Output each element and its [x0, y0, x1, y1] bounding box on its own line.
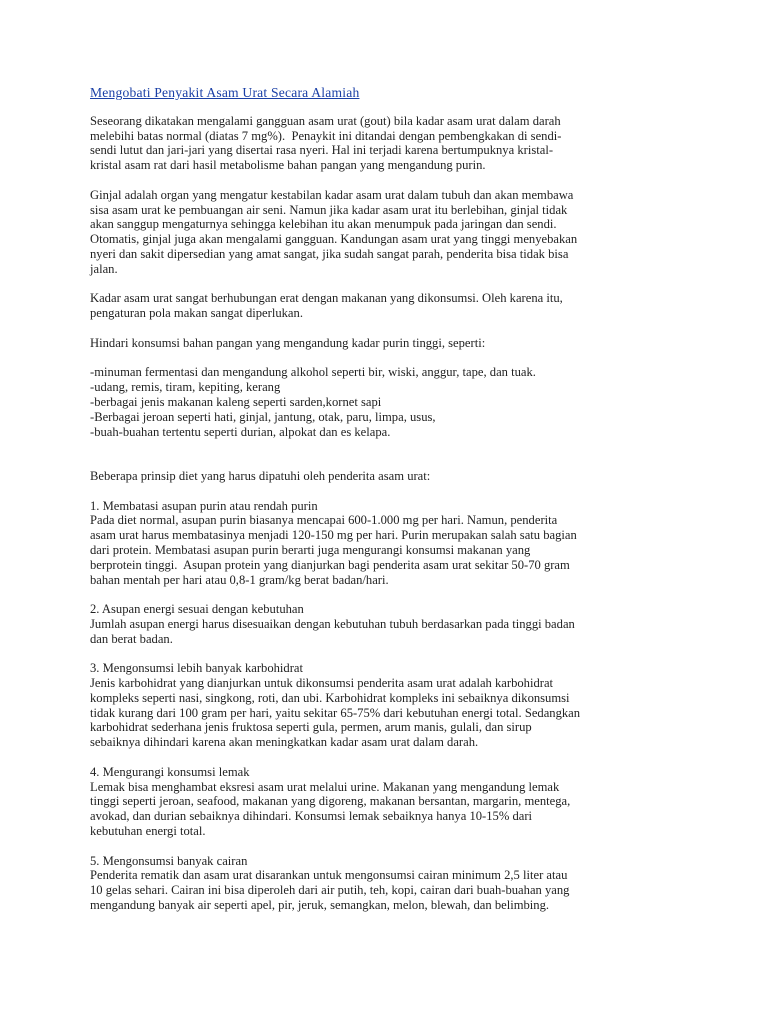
- text-line: Otomatis, ginjal juga akan mengalami gangguan. Kandungan asam urat yang tinggi menyebakan: [90, 232, 578, 247]
- list-item: -buah-buahan tertentu seperti durian, alpokat dan es kelapa.: [90, 424, 391, 439]
- list-item: -udang, remis, tiram, kepiting, kerang: [90, 380, 281, 395]
- text-line: kristal asam rat dari hasil metabolisme bahan pangan yang mengandung purin.: [90, 158, 486, 173]
- text-line: akan sanggup mengaturnya sehingga kelebihan itu akan menumpuk pada jaringan dan sendi.: [90, 217, 557, 232]
- text-line: Jumlah asupan energi harus disesuaikan dengan kebutuhan tubuh berdasarkan pada tinggi badan: [90, 616, 575, 631]
- text-line: Beberapa prinsip diet yang harus dipatuhi oleh penderita asam urat:: [90, 468, 431, 483]
- text-line: kompleks seperti nasi, singkong, roti, dan ubi. Karbohidrat kompleks ini sebaiknya dikonsumsi: [90, 690, 570, 705]
- document-title[interactable]: Mengobati Penyakit Asam Urat Secara Alamiah: [90, 85, 360, 100]
- text-line: tidak kurang dari 100 gram per hari, yaitu sekitar 65-75% dari kebutuhan energi total. Sedangkan: [90, 705, 581, 720]
- avoid-food-list: [90, 365, 690, 439]
- text-line: Ginjal adalah organ yang mengatur kestabilan kadar asam urat dalam tubuh dan akan membawa: [90, 187, 574, 202]
- text-line: karbohidrat sederhana jenis fruktosa seperti gula, permen, arum manis, gulali, dan sirup: [90, 720, 532, 735]
- text-line: sisa asam urat ke pembuangan air seni. Namun jika kadar asam urat itu berlebihan, ginjal tidak: [90, 202, 568, 217]
- paragraph-kidney: [90, 188, 690, 277]
- text-line: Kadar asam urat sangat berhubungan erat dengan makanan yang dikonsumsi. Oleh karena itu,: [90, 291, 563, 306]
- text-line: melebihi batas normal (diatas 7 mg%). Penaykit ini ditandai dengan pembengkakan di sendi-: [90, 128, 562, 143]
- text-line: sebaiknya dihindari karena akan meningkatkan kadar asam urat dalam darah.: [90, 735, 479, 750]
- principle-4: [90, 765, 690, 839]
- spacer: [90, 454, 690, 469]
- principle-heading: 1. Membatasi asupan purin atau rendah purin: [90, 498, 318, 513]
- principle-2: [90, 602, 690, 646]
- text-line: kebutuhan energi total.: [90, 824, 206, 839]
- text-line: jalan.: [90, 261, 118, 276]
- paragraph-avoid: [90, 336, 690, 351]
- list-item: -minuman fermentasi dan mengandung alkohol seperti bir, wiski, anggur, tape, dan tuak.: [90, 365, 536, 380]
- list-item: -berbagai jenis makanan kaleng seperti sarden,kornet sapi: [90, 394, 382, 409]
- text-line: sendi lutut dan jari-jari yang disertai rasa nyeri. Hal ini terjadi karena bertumpuknya kristal-: [90, 143, 554, 158]
- document-page: [90, 86, 690, 928]
- text-line: dan berat badan.: [90, 631, 173, 646]
- text-line: berprotein tinggi. Asupan protein yang dianjurkan bagi penderita asam urat sekitar 50-70 gram: [90, 557, 570, 572]
- text-line: Lemak bisa menghambat eksresi asam urat melalui urine. Makanan yang mengandung lemak: [90, 779, 560, 794]
- text-line: dari protein. Membatasi asupan purin berarti juga mengurangi konsumsi makanan yang: [90, 542, 531, 557]
- text-line: bahan mentah per hari atau 0,8-1 gram/kg berat badan/hari.: [90, 572, 389, 587]
- principle-5: [90, 854, 690, 913]
- text-line: asam urat harus membatasinya menjadi 120-150 mg per hari. Purin merupakan salah satu bagian: [90, 528, 577, 543]
- principle-heading: 4. Mengurangi konsumsi lemak: [90, 764, 250, 779]
- text-line: Pada diet normal, asupan purin biasanya mencapai 600-1.000 mg per hari. Namun, penderita: [90, 513, 558, 528]
- text-line: nyeri dan sakit dipersedian yang amat sangat, jika sudah sangat parah, penderita bisa tidak bisa: [90, 246, 569, 261]
- text-line: Hindari konsumsi bahan pangan yang mengandung kadar purin tinggi, seperti:: [90, 335, 486, 350]
- text-line: Penderita rematik dan asam urat disarankan untuk mengonsumsi cairan minimum 2,5 liter atau: [90, 868, 568, 883]
- text-line: Seseorang dikatakan mengalami gangguan asam urat (gout) bila kadar asam urat dalam darah: [90, 113, 561, 128]
- text-line: avokad, dan durian sebaiknya dihindari. Konsumsi lemak sebaiknya hanya 10-15% dari: [90, 809, 533, 824]
- list-item: -Berbagai jeroan seperti hati, ginjal, jantung, otak, paru, limpa, usus,: [90, 409, 436, 424]
- text-line: tinggi seperti jeroan, seafood, makanan yang digoreng, makanan bersantan, margarin, mentega,: [90, 794, 571, 809]
- text-line: Jenis karbohidrat yang dianjurkan untuk dikonsumsi penderita asam urat adalah karbohidrat: [90, 676, 554, 691]
- principle-heading: 5. Mengonsumsi banyak cairan: [90, 853, 248, 868]
- text-line: 10 gelas sehari. Cairan ini bisa diperoleh dari air putih, teh, kopi, cairan dari buah-buahan yang: [90, 883, 570, 898]
- principle-1: [90, 499, 690, 588]
- paragraph-diet: [90, 291, 690, 321]
- paragraph-intro: [90, 114, 690, 173]
- text-line: mengandung banyak air seperti apel, pir, jeruk, semangkan, melon, blewah, dan belimbing.: [90, 898, 550, 913]
- principle-heading: 2. Asupan energi sesuai dengan kebutuhan: [90, 602, 304, 617]
- principle-heading: 3. Mengonsumsi lebih banyak karbohidrat: [90, 661, 304, 676]
- paragraph-principles-intro: [90, 469, 690, 484]
- text-line: pengaturan pola makan sangat diperlukan.: [90, 306, 303, 321]
- principle-3: [90, 661, 690, 750]
